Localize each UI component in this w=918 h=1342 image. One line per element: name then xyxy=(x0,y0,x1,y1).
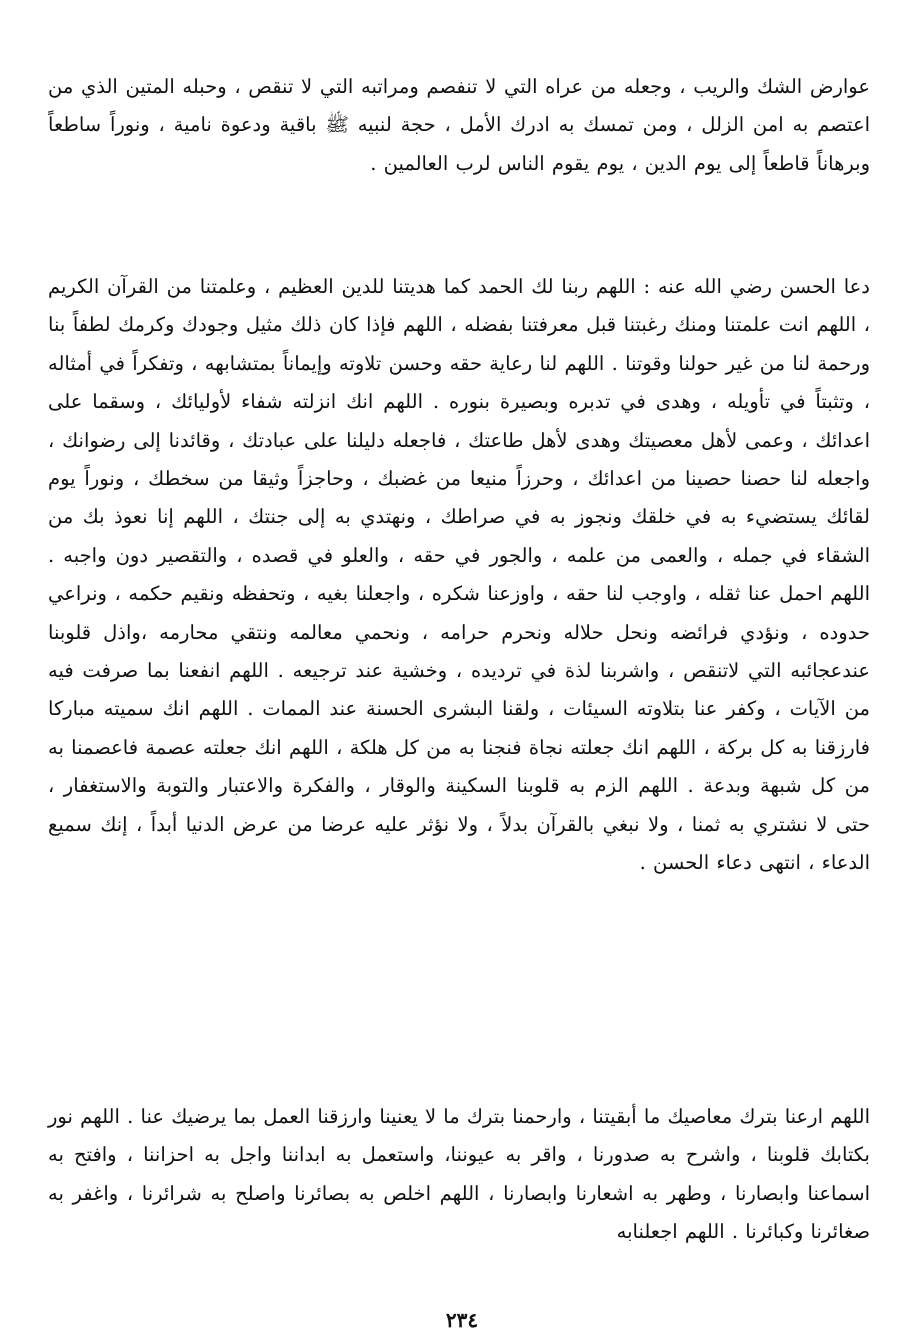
paragraph-2: دعا الحسن رضي الله عنه : اللهم ربنا لك الحمد كما هديتنا للدين العظيم ، وعلمتنا من القرآن الكريم ، اللهم انت علمتنا ومنك رغبتنا قبل معرفتنا بفضله ، اللهم فإذا كان ذلك مثيل وجودك وكرمك لطفاً بنا ورحمة لنا من غير حولنا وقوتنا . اللهم لنا رعاية حقه وحسن تلاوته وإيماناً بمتشابهه ، وتفكراً في أمثاله ، وتثبتاً في تأويله ، وهدى في تدبره وبصيرة بنوره . اللهم انك انزلته شفاء لأوليائك ، وسقما على اعدائك ، وعمى لأهل معصيتك وهدى لأهل طاعتك ، فاجعله دليلنا على عبادتك ، وقائدنا إلى رضوانك ، واجعله لنا حصنا حصينا من اعدائك ، وحرزاً منيعا من غضبك ، وحاجزاً وثيقا من سخطك ، ونوراً يوم لقائك يستضيء به في خلقك ونجوز به في صراطك ، ونهتدي به إلى جنتك ، اللهم إنا نعوذ بك من الشقاء في جمله ، والعمى من علمه ، والجور في حقه ، والعلو في قصده ، والتقصير دون واجبه . اللهم احمل عنا ثقله ، واوجب لنا حقه ، واوزعنا شكره ، واجعلنا بغيه ، وتحفظه ونقيم حكمه ، ونراعي حدوده ، ونؤدي فرائضه ونحل حلاله ونحرم حرامه ، ونحمي معالمه ونتقي محارمه ،واذل قلوبنا عندعجائبه التي لاتنقص ، واشربنا لذة في ترديده ، وخشية عند ترجيعه . اللهم انفعنا بما صرفت فيه من الآيات ، وكفر عنا بتلاوته السيئات ، ولقنا البشرى الحسنة عند الممات . اللهم انك سميته مباركا فارزقنا به كل بركة ، اللهم انك جعلته نجاة فنجنا به من كل هلكة ، اللهم انك جعلته عصمة فاعصمنا به من كل شبهة وبدعة . اللهم الزم به قلوبنا السكينة والوقار ، والفكرة والاعتبار والتوبة والاستغفار ، حتى لا نشتري به ثمنا ، ولا نبغي بالقرآن بدلاً ، ولا نؤثر عليه عرضا من عرض الدنيا أبداً ، إنك سميع الدعاء ، انتهى دعاء الحسن . xyxy=(48,275,870,875)
paragraph-3: اللهم ارعنا بترك معاصيك ما أبقيتنا ، وارحمنا بترك ما لا يعنينا وارزقنا العمل بما يرضيك عنا . اللهم نور بكتابك قلوبنا ، واشرح به صدورنا ، واقر به عيوننا، واستعمل به ابداننا واجل به احزاننا ، وافتح به اسماعنا وابصارنا ، وطهر به اشعارنا وابصارنا ، اللهم اخلص به بصائرنا واصلح به شرائرنا ، واغفر به صغائرنا وكبائرنا . اللهم اجعلنابه xyxy=(48,1105,870,1244)
paragraph-1: عوارض الشك والريب ، وجعله من عراه التي لا تنفصم ومراتبه التي لا تنقص ، وحبله المتين الذي من اعتصم به امن الزلل ، ومن تمسك به ادرك الأمل ، حجة لنبيه ﷺ باقية ودعوة نامية ، ونوراً ساطعاً وبرهاناً قاطعاً إلى يوم الدين ، يوم يقوم الناس لرب العالمين . xyxy=(48,75,870,175)
page-number: ٢٣٤ xyxy=(445,1308,479,1332)
document-page xyxy=(48,60,870,1332)
